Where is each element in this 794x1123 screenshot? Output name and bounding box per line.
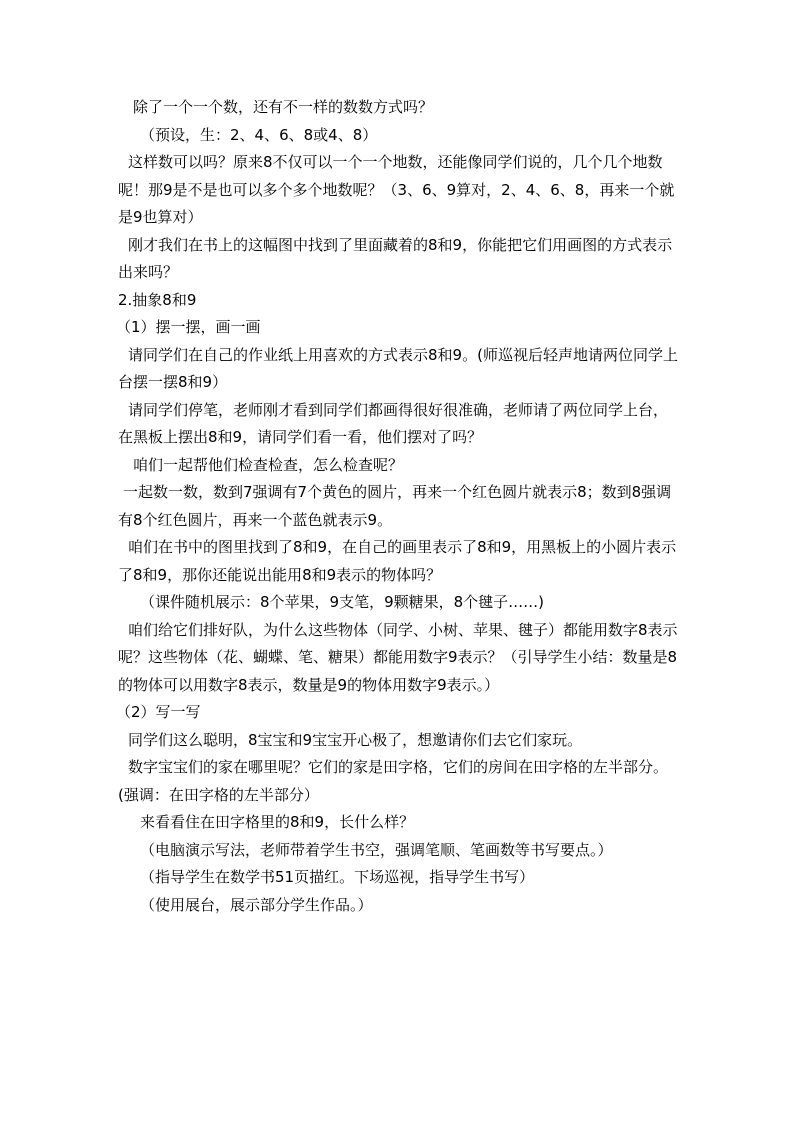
paragraph-summary: 咱们给它们排好队，为什么这些物体（同学、小树、苹果、毽子）都能用数字8表示呢？这些物体（花、蝴蝶、笔、糖果）都能用数字9表示？（引导学生小结：数量是8的物体可以用数字8表示，数量是9的物体用数字9表示。） [118,620,678,694]
paragraph-invitation: 同学们这么聪明，8宝宝和9宝宝开心极了，想邀请你们去它们家玩。 [128,730,583,749]
paragraph-demo-writing: （电脑演示写法，老师带着学生书空，强调笔顺、笔画数等书写要点。） [140,840,613,859]
paragraph-look-shapes: 来看看住在田字格里的8和9，长什么样？ [140,813,415,831]
paragraph-preset-answer: （预设，生：2、4、6、8或4、8） [140,125,378,144]
paragraph-trace-book: （指导学生在数学书51页描红。下场巡视，指导学生书写） [140,868,535,886]
paragraph-worksheet-task: 请同学们在自己的作业纸上用喜欢的方式表示8和9。(师巡视后轻声地请两位同学上台摆一摆8和9） [118,345,678,391]
paragraph-stop-pens: 请同学们停笔，老师刚才看到同学们都画得很好很准确，老师请了两位同学上台，在黑板上摆出8和9，请同学们看一看，他们摆对了吗？ [118,400,669,446]
document-body [118,94,678,919]
subsection-heading-write: （2）写一写 [116,703,201,721]
subsection-heading-place-draw: （1）摆一摆，画一画 [116,318,261,336]
paragraph-other-objects: 咱们在书中的图里找到了8和9，在自己的画里表示了8和9，用黑板上的小圆片表示了8和9，那你还能说出能用8和9表示的物体吗？ [118,538,677,584]
paragraph-check-together: 咱们一起帮他们检查检查，怎么检查呢？ [133,455,404,474]
paragraph-counting-question: 除了一个一个数，还有不一样的数数方式吗？ [133,98,434,116]
paragraph-skip-counting: 这样数可以吗？原来8不仅可以一个一个地数，还能像同学们说的，几个几个地数呢！那9是不是也可以多个多个地数呢？（3、6、9算对，2、4、6、8，再来一个就是9也算对） [118,153,675,226]
paragraph-grid-home: 数字宝宝们的家在哪里呢？它们的家是田字格，它们的房间在田字格的左半部分。(强调：在田字格的左半部分） [118,758,669,804]
paragraph-draw-question: 刚才我们在书上的这幅图中找到了里面藏着的8和9，你能把它们用画图的方式表示出来吗？ [118,235,673,281]
paragraph-courseware-display: （课件随机展示：8个苹果，9支笔，9颗糖果，8个毽子……) [140,593,545,611]
paragraph-show-work: （使用展台，展示部分学生作品。） [140,895,373,914]
section-heading-abstract: 2.抽象8和9 [118,290,197,309]
paragraph-count-discs: 一起数一数，数到7强调有7个黄色的圆片，再来一个红色圆片就表示8；数到8强调有8个红色圆片，再来一个蓝色就表示9。 [118,483,672,529]
